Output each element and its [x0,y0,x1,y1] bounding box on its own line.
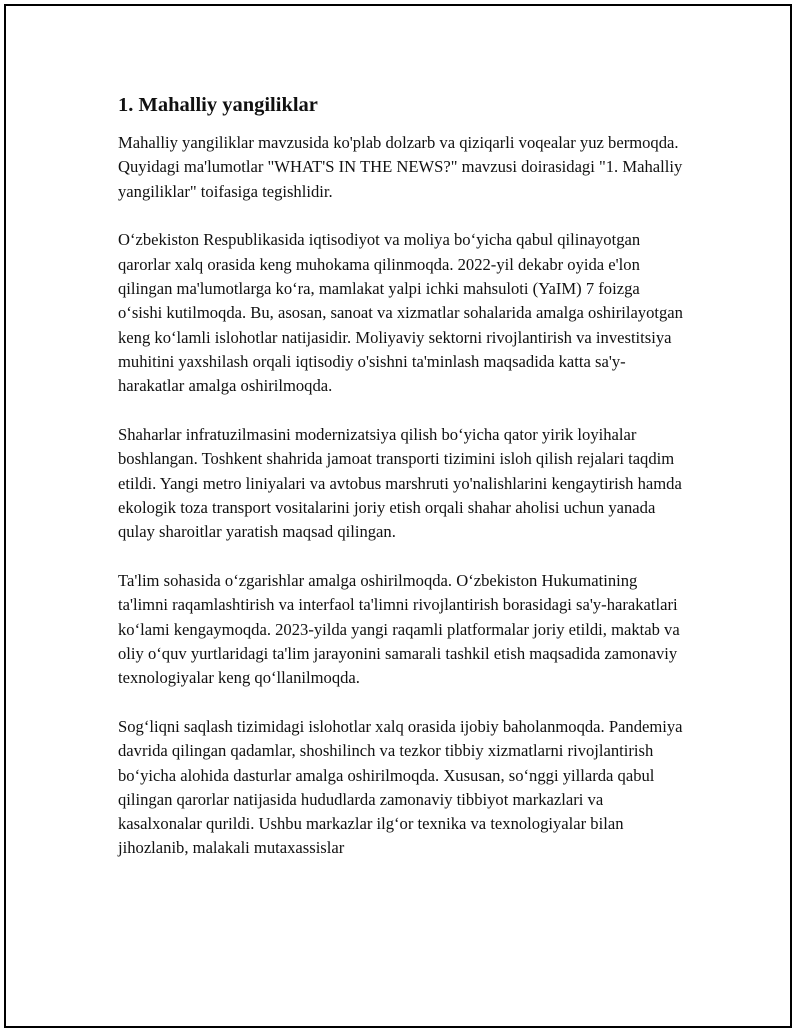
paragraph-healthcare: Sog‘liqni saqlash tizimidagi islohotlar xalq orasida ijobiy baholanmoqda. Pandemiya davrida qilingan qadamlar, shoshilinch va tezkor tibbiy xizmatlarni rivojlantirish bo‘yicha alohida dasturlar amalga oshirilmoqda. Xususan, so‘nggi yillarda qabul qilingan qarorlar natijasida hududlarda zamonaviy tibbiyot markazlari va kasalxonalar qurildi. Ushbu markazlar ilg‘or texnika va texnologiyalar bilan jihozlanib, malakali mutaxassislar [118,716,683,858]
section-heading: 1. Mahalliy yangiliklar [118,94,318,116]
paragraph-intro: Mahalliy yangiliklar mavzusida ko'plab dolzarb va qiziqarli voqealar yuz bermoqda. Quyidagi ma'lumotlar "WHAT'S IN THE NEWS?" mavzusi doirasidagi "1. Mahalliy yangiliklar" toifasiga tegishlidir. [118,133,683,201]
paragraph-economy: O‘zbekiston Respublikasida iqtisodiyot va moliya bo‘yicha qabul qilinayotgan qarorlar xalq orasida keng muhokama qilinmoqda. 2022-yil dekabr oyida e'lon qilingan ma'lumotlarga ko‘ra, mamlakat yalpi ichki mahsuloti (YaIM) 7 foizga o‘sishi kutilmoqda. Bu, asosan, sanoat va xizmatlar sohalarida amalga oshirilayotgan keng ko‘lamli islohotlar natijasidir. Moliyaviy sektorni rivojlantirish va investitsiya muhitini yaxshilash orqali iqtisodiy o'sishni ta'minlash maqsadida katta sa'y-harakatlar amalga oshirilmoqda. [118,230,683,396]
paragraph-education: Ta'lim sohasida o‘zgarishlar amalga oshirilmoqda. O‘zbekiston Hukumatining ta'limni raqamlashtirish va interfaol ta'limni rivojlantirish borasidagi sa'y-harakatlari ko‘lami kengaymoqda. 2023-yilda yangi raqamli platformalar joriy etildi, maktab va oliy o‘quv yurtlaridagi ta'lim jarayonini samarali tashkil etish maqsadida zamonaviy texnologiyalar keng qo‘llanilmoqda. [118,570,680,688]
paragraph-infrastructure: Shaharlar infratuzilmasini modernizatsiya qilish bo‘yicha qator yirik loyihalar boshlangan. Toshkent shahrida jamoat transporti tizimini isloh qilish rejalari taqdim etildi. Yangi metro liniyalari va avtobus marshruti yo'nalishlarini kengaytirish hamda ekologik toza transport vositalarini joriy etish orqali shahar aholisi uchun yanada qulay sharoitlar yaratish maqsad qilingan. [118,424,682,542]
document-content [118,92,688,885]
